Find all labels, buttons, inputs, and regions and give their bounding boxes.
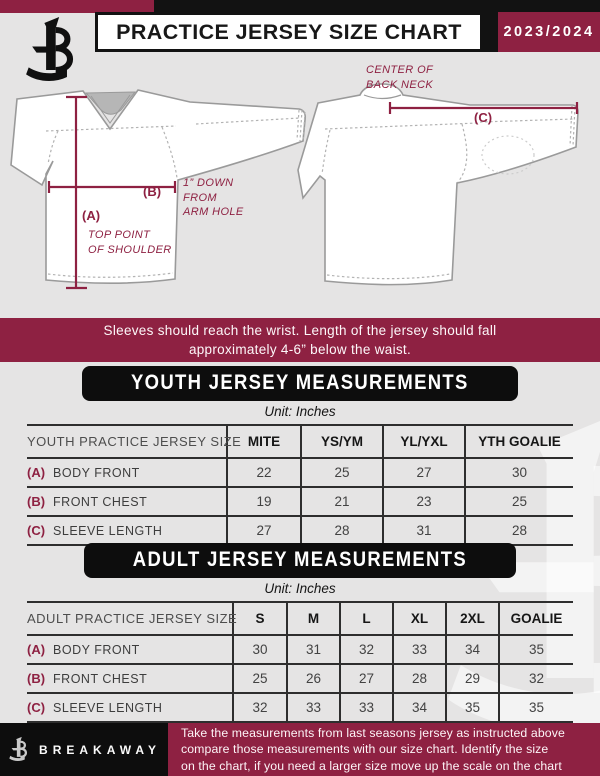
youth-heading: YOUTH JERSEY MEASUREMENTS <box>82 366 518 401</box>
table-cell: 22 <box>227 458 301 487</box>
table-cell: 33 <box>287 693 340 722</box>
row-label: (A) BODY FRONT <box>27 641 140 657</box>
footer-note <box>168 723 600 776</box>
table-cell: 34 <box>446 635 499 664</box>
column-header: L <box>340 602 393 635</box>
row-label: (B) FRONT CHEST <box>27 493 148 509</box>
title-divider <box>483 12 498 52</box>
column-header: YL/YXL <box>383 425 465 458</box>
brand-wordmark: BREAKAWAY <box>39 742 161 757</box>
label-b: (B) <box>143 184 162 199</box>
footer <box>0 723 600 776</box>
table-cell: 26 <box>287 664 340 693</box>
notice-line: approximately 4-6” below the waist. <box>188 342 412 357</box>
top-of-shoulder-note: TOP POINT OF SHOULDER <box>88 229 172 256</box>
table-cell: 32 <box>233 693 287 722</box>
row-label: (C) SLEEVE LENGTH <box>27 699 163 715</box>
youth-unit-label: Unit: Inches <box>264 404 336 419</box>
table-cell: 28 <box>393 664 446 693</box>
label-c: (C) <box>474 110 493 125</box>
youth-section <box>0 366 600 546</box>
table-cell: 28 <box>465 516 573 545</box>
row-label: (C) SLEEVE LENGTH <box>27 522 163 538</box>
footer-note-line: compare those measurements with our size chart. Identify the size <box>181 742 549 757</box>
table-cell: 27 <box>383 458 465 487</box>
table-row <box>27 635 573 664</box>
table-cell: 19 <box>227 487 301 516</box>
column-header: YS/YM <box>301 425 383 458</box>
table-size-label: YOUTH PRACTICE JERSEY SIZE <box>27 434 242 449</box>
center-back-neck-note: CENTER OF BACK NECK <box>366 64 434 91</box>
table-cell: 29 <box>446 664 499 693</box>
table-row <box>27 664 573 693</box>
table-cell: 30 <box>465 458 573 487</box>
table-header-row <box>27 602 573 635</box>
season-badge: 2023/2024 <box>498 12 600 52</box>
page-title-text: PRACTICE JERSEY SIZE CHART <box>116 19 462 44</box>
table-size-label: ADULT PRACTICE JERSEY SIZE <box>27 611 238 626</box>
table-cell: 35 <box>499 635 573 664</box>
footer-note-line: Take the measurements from last seasons jersey as instructed above <box>181 725 565 740</box>
youth-size-table <box>27 424 573 546</box>
table-cell: 33 <box>393 635 446 664</box>
row-label: (A) BODY FRONT <box>27 464 140 480</box>
footer-note-line: on the chart, if you need a larger size move up the scale on the chart <box>181 758 562 773</box>
arm-hole-note: 1” DOWN FROM ARM HOLE <box>183 177 244 218</box>
table-cell: 34 <box>393 693 446 722</box>
table-cell: 30 <box>233 635 287 664</box>
table-cell: 35 <box>499 693 573 722</box>
table-cell: 27 <box>227 516 301 545</box>
table-cell: 25 <box>233 664 287 693</box>
table-row <box>27 458 573 487</box>
adult-size-table <box>27 601 573 723</box>
breakaway-logo-icon <box>7 736 30 764</box>
footer-brand <box>0 723 168 776</box>
table-cell: 23 <box>383 487 465 516</box>
column-header: M <box>287 602 340 635</box>
table-cell: 25 <box>301 458 383 487</box>
column-header: S <box>233 602 287 635</box>
table-cell: 28 <box>301 516 383 545</box>
table-header-row <box>27 425 573 458</box>
row-label: (B) FRONT CHEST <box>27 670 148 686</box>
back-jersey-illustration <box>298 84 578 285</box>
table-cell: 32 <box>340 635 393 664</box>
adult-unit-label: Unit: Inches <box>264 581 336 596</box>
table-cell: 31 <box>383 516 465 545</box>
table-cell: 21 <box>301 487 383 516</box>
jersey-diagram <box>0 52 600 318</box>
table-cell: 25 <box>465 487 573 516</box>
notice-line: Sleeves should reach the wrist. Length of the jersey should fall <box>103 323 497 338</box>
table-row <box>27 516 573 545</box>
label-a: (A) <box>82 208 101 223</box>
adult-section <box>0 543 600 723</box>
jersey-illustrations <box>0 52 600 318</box>
page-title <box>95 12 483 52</box>
table-cell: 27 <box>340 664 393 693</box>
table-cell: 32 <box>499 664 573 693</box>
table-cell: 35 <box>446 693 499 722</box>
notice-banner <box>0 318 600 362</box>
table-cell: 33 <box>340 693 393 722</box>
table-cell: 31 <box>287 635 340 664</box>
column-header: 2XL <box>446 602 499 635</box>
table-row <box>27 693 573 722</box>
column-header: XL <box>393 602 446 635</box>
column-header: GOALIE <box>499 602 573 635</box>
adult-heading: ADULT JERSEY MEASUREMENTS <box>84 543 516 578</box>
column-header: YTH GOALIE <box>465 425 573 458</box>
column-header: MITE <box>227 425 301 458</box>
table-row <box>27 487 573 516</box>
